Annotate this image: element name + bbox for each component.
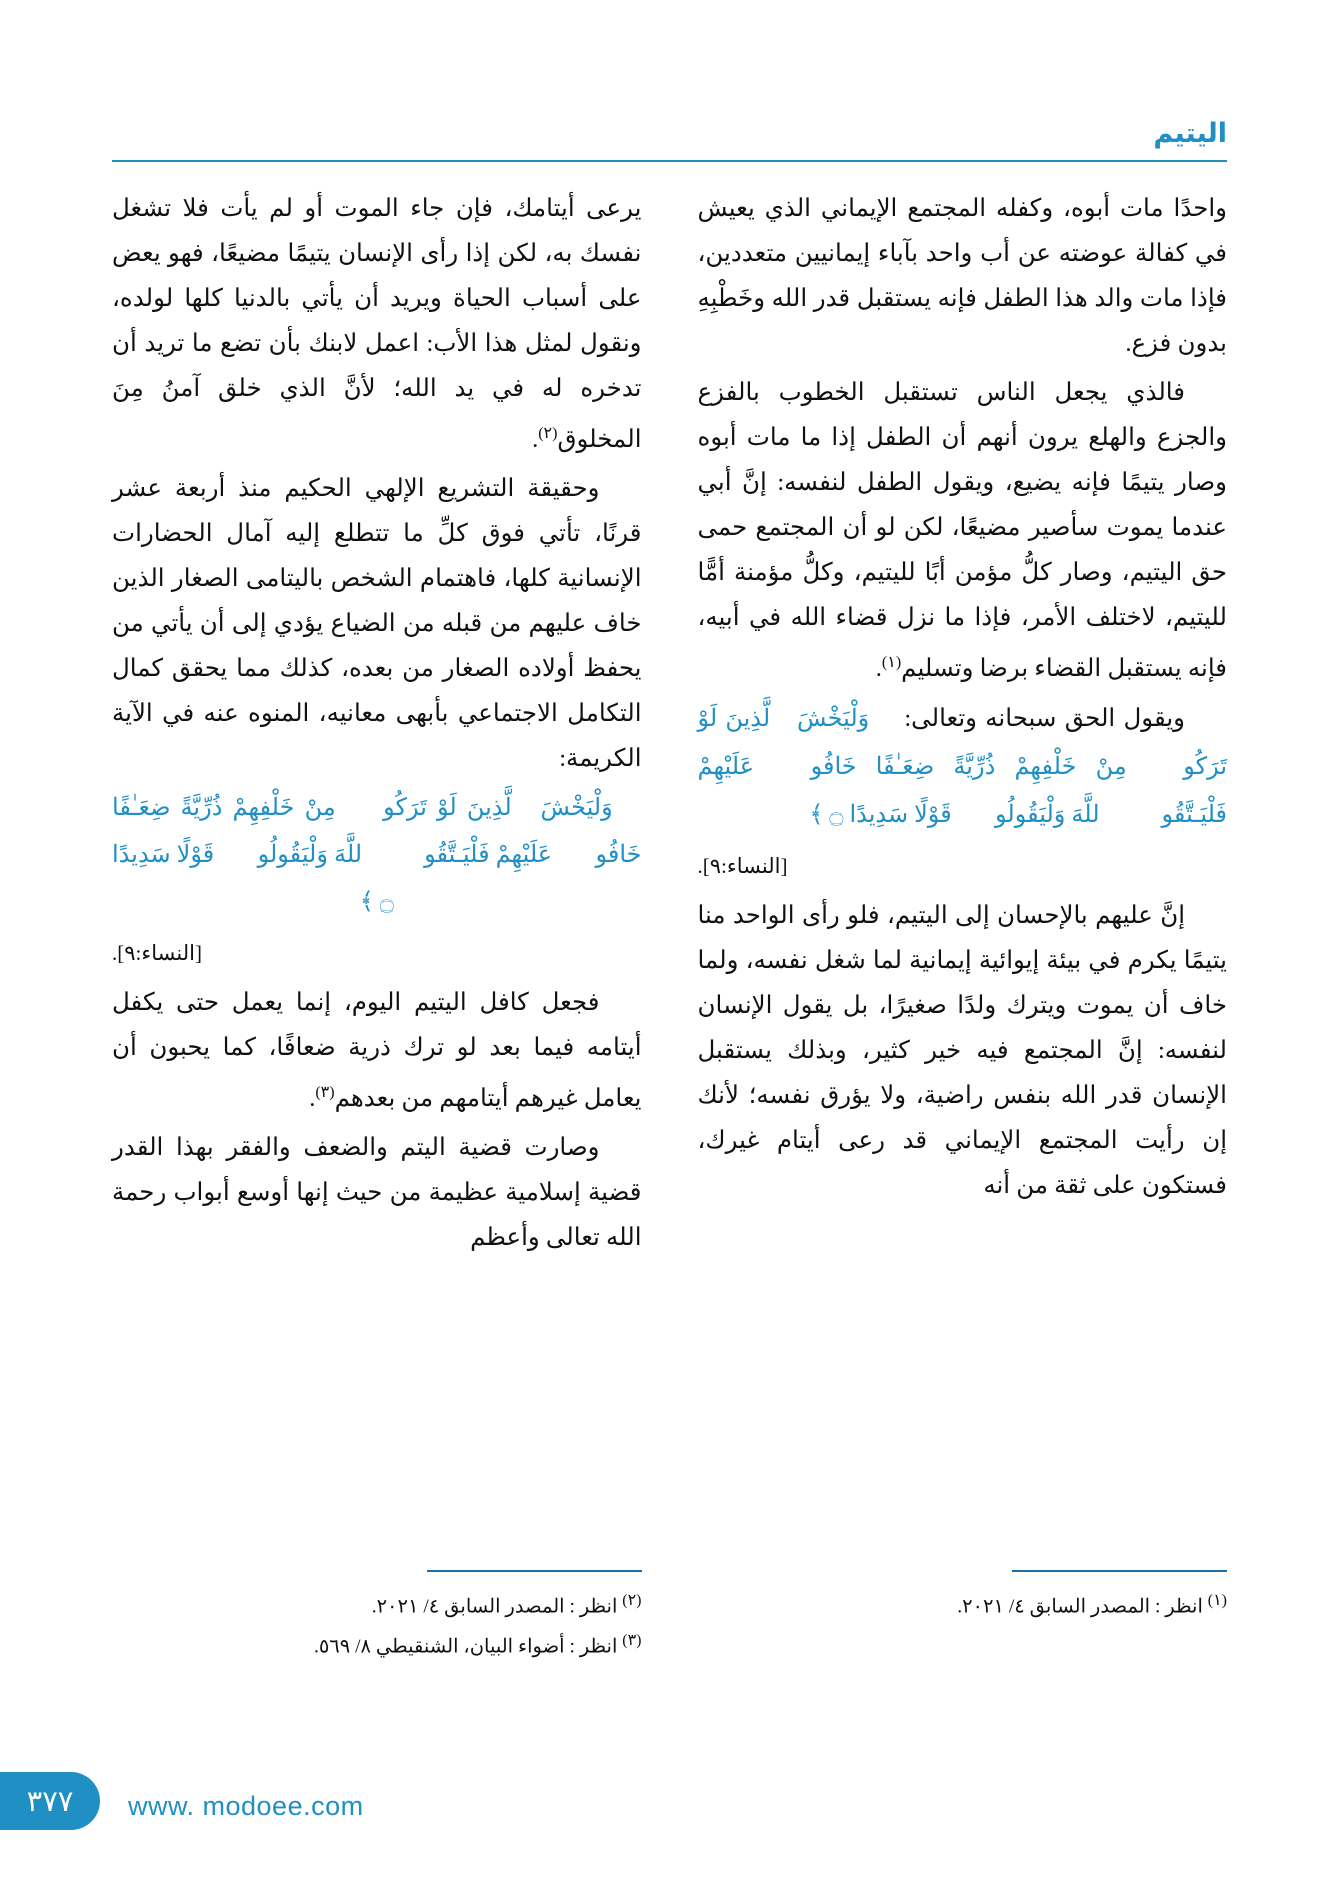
footnote-marker: (٣) xyxy=(315,1084,335,1102)
column-right xyxy=(698,186,1228,1366)
page-header xyxy=(112,118,1227,170)
quran-intro-text: ويقول الحق سبحانه وتعالى: xyxy=(904,705,1186,733)
paragraph-text: فالذي يجعل الناس تستقبل الخطوب بالفزع والجزع والهلع يرون أنهم أن الطفل إذا ما مات أبوه وصار يتيمًا فإنه يضيع، ويقول الطفل لنفسه: إنَّ أبي عندما يموت سأصير مضيعًا، لكن لو أن المجتمع حمى حق اليتيم، وصار كلُّ مؤمن أبًا لليتيم، وكلُّ مؤمنة أمًّا لليتيم، لاختلف الأمر، فإذا ما نزل قضاء الله في أبيه، فإنه يستقبل القضاء برضا وتسليم xyxy=(697,379,1227,683)
quran-reference-line xyxy=(698,843,1228,889)
footnote-text: انظر : المصدر السابق ٤/ ٢٠٢١. xyxy=(957,1596,1203,1618)
body-columns xyxy=(112,186,1227,1366)
header-title: اليتيم xyxy=(1153,118,1227,148)
footnote-marker: (٢) xyxy=(538,425,558,442)
footnote-item xyxy=(698,1584,1228,1624)
page-number-badge: ٣٧٧ xyxy=(0,1772,100,1830)
quran-verse-inline: ﴿ وَلْيَخْشَ ٱلَّذِينَ لَوْ تَرَكُوا۟ مِنْ خَلْفِهِمْ ذُرِّيَّةً ضِعَـٰفًا خَافُوا۟ عَلَيْهِمْ فَلْيَـتَّقُوا۟ ٱللَّهَ وَلْيَقُولُوا۟ قَوْلًا سَدِيدًا ۝ ﴾ xyxy=(697,706,1227,829)
footnotes-left xyxy=(112,1570,642,1690)
column-left xyxy=(112,186,642,1366)
footnote-text: انظر : المصدر السابق ٤/ ٢٠٢١. xyxy=(371,1596,618,1618)
paragraph: فجعل كافل اليتيم اليوم، إنما يعمل حتى يكفل أيتامه فيما بعد لو ترك ذرية ضعافًا، كما يحبون أن يعامل غيرهم أيتامهم من بعدهم$^{(٣)}$. xyxy=(112,989,642,1113)
paragraph: إنَّ عليهم بالإحسان إلى اليتيم، فلو رأى الواحد منا يتيمًا يكرم في بيئة إيوائية إيمانية لما شغل نفسه، ولما خاف أن يموت ويترك ولدًا صغيرًا، بل يقول الإنسان لنفسه: إنَّ المجتمع فيه خير كثير، وبذلك يستقبل الإنسان قدر الله بنفس راضية، ولا يؤرق نفسه؛ لأنك إن رأيت المجتمع الإيماني قد رعى أيتام غيرك، فستكون على ثقة من أنه xyxy=(697,902,1227,1200)
quran-verse-block: ﴿ وَلْيَخْشَ ٱلَّذِينَ لَوْ تَرَكُوا۟ مِنْ خَلْفِهِمْ ذُرِّيَّةً ضِعَـٰفًا خَافُوا۟ عَلَيْهِمْ فَلْيَـتَّقُوا۟ ٱللَّهَ وَلْيَقُولُوا۟ قَوْلًا سَدِيدًا ۝ ﴾ xyxy=(112,795,642,916)
quran-reference: [النساء:٩]. xyxy=(112,941,202,966)
footnote-item xyxy=(112,1624,642,1664)
footnote-number: (١) xyxy=(1207,1592,1227,1609)
quran-intro xyxy=(698,695,1228,839)
paragraph: واحدًا مات أبوه، وكفله المجتمع الإيماني الذي يعيش في كفالة عوضته عن أب واحد بآباء إيمانيين متعددين، فإذا مات والد هذا الطفل فإنه يستقبل قدر الله وخَطْبِهِ بدون فزع. xyxy=(697,195,1227,357)
footnote-divider xyxy=(1012,1570,1227,1572)
paragraph: وحقيقة التشريع الإلهي الحكيم منذ أربعة عشر قرنًا، تأتي فوق كلِّ ما تتطلع إليه آمال الحضارات الإنسانية كلها، فاهتمام الشخص باليتامى الصغار الذين خاف عليهم من قبله من الضياع يؤدي إلى أن يأتي من يحفظ أولاده الصغار من بعده، كذلك مما يحقق كمال التكامل الاجتماعي بأبهى معانيه، المنوه عنه في الآية الكريمة: xyxy=(112,475,642,773)
paragraph-text: يرعى أيتامك، فإن جاء الموت أو لم يأت فلا تشغل نفسك به، لكن إذا رأى الإنسان يتيمًا مضيعًا، فهو يعض على أسباب الحياة ويريد أن يأتي بالدنيا كلها لولده، ونقول لمثل هذا الأب: اعمل لابنك بأن تضع ما تريد أن تدخره له في يد الله؛ لأنَّ الذي خلق آمنُ مِنَ المخلوق xyxy=(112,195,642,454)
quran-reference: [النساء:٩]. xyxy=(697,854,788,879)
footnote-divider xyxy=(427,1570,642,1572)
paragraph: فالذي يجعل الناس تستقبل الخطوب بالفزع والجزع والهلع يرون أنهم أن الطفل إذا ما مات أبوه وصار يتيمًا فإنه يضيع، ويقول الطفل لنفسه: إنَّ أبي عندما يموت سأصير مضيعًا، لكن لو أن المجتمع حمى حق اليتيم، وصار كلُّ مؤمن أبًا لليتيم، وكلُّ مؤمنة أمًّا لليتيم، لاختلف الأمر، فإذا ما نزل قضاء الله في أبيه، فإنه يستقبل القضاء برضا وتسليم$^{(١)}$. xyxy=(697,379,1227,683)
footnotes-right xyxy=(698,1570,1228,1690)
footnote-text: انظر : أضواء البيان، الشنقيطي ٨/ ٥٦٩. xyxy=(313,1636,618,1657)
footnotes-area xyxy=(112,1570,1227,1690)
header-divider xyxy=(112,160,1227,162)
paragraph-text: فجعل كافل اليتيم اليوم، إنما يعمل حتى يكفل أيتامه فيما بعد لو ترك ذرية ضعافًا، كما يحبون أن يعامل غيرهم أيتامهم من بعدهم xyxy=(112,989,642,1113)
paragraph: وصارت قضية اليتم والضعف والفقر بهذا القدر قضية إسلامية عظيمة من حيث إنها أوسع أبواب رحمة الله تعالى وأعظم xyxy=(112,1134,642,1252)
site-url[interactable]: www. modoee.com xyxy=(128,1791,364,1821)
footnote-item xyxy=(112,1584,642,1624)
paragraph: يرعى أيتامك، فإن جاء الموت أو لم يأت فلا تشغل نفسك به، لكن إذا رأى الإنسان يتيمًا مضيعًا، فهو يعض على أسباب الحياة ويريد أن يأتي بالدنيا كلها لولده، ونقول لمثل هذا الأب: اعمل لابنك بأن تضع ما تريد أن تدخره له في يد الله؛ لأنَّ الذي خلق آمنُ مِنَ المخلوق$^{(٢)}$. xyxy=(112,195,642,454)
footnote-marker: (١) xyxy=(881,654,902,671)
quran-reference-line xyxy=(112,930,642,976)
page-footer xyxy=(0,1768,1339,1830)
footnote-number: (٣) xyxy=(622,1631,642,1649)
footnote-number: (٢) xyxy=(622,1592,642,1609)
